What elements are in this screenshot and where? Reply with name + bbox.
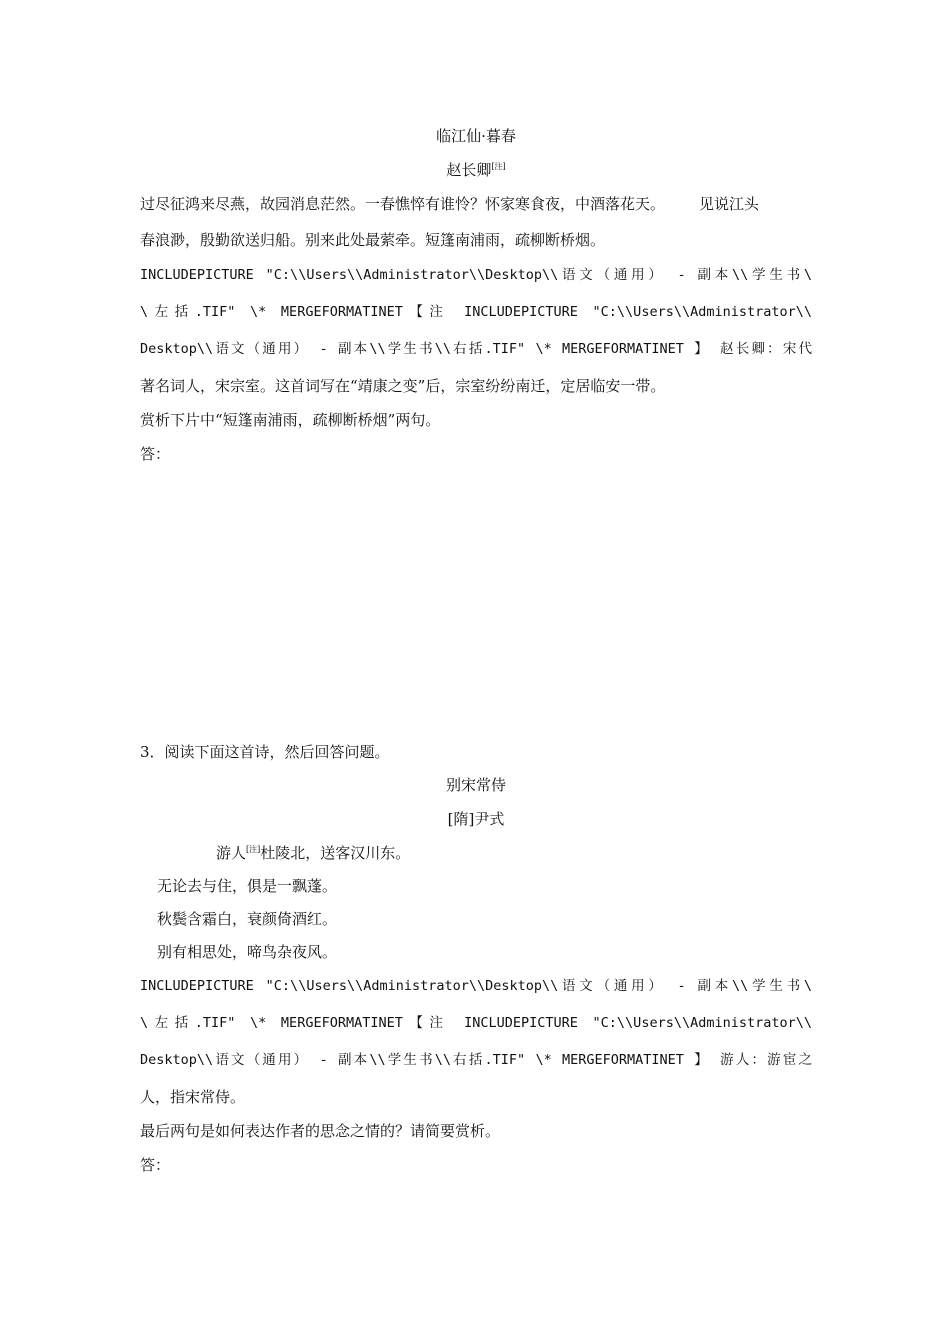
q3-intro: 3．阅读下面这首诗，然后回答问题。 xyxy=(140,743,390,761)
poem1-field-code-1: INCLUDEPICTURE "C:\\Users\\Administrator\\Desktop\\语文（通用） - 副本\\学生书\ xyxy=(140,267,812,283)
q3-title: 别宋常侍 xyxy=(445,776,506,794)
q3-question: 最后两句是如何表达作者的思念之情的？请简要赏析。 xyxy=(140,1122,501,1140)
poem1-line-1a: 过尽征鸿来尽燕，故园消息茫然。一春憔悴有谁怜？怀家寒食夜，中酒落花天。 xyxy=(140,195,666,213)
poem1-answer-label: 答： xyxy=(140,445,171,463)
poem1-line-2: 春浪渺，殷勤欲送归船。别来此处最萦牵。短篷南浦雨，疏柳断桥烟。 xyxy=(140,231,606,249)
poem1-author: 赵长卿 xyxy=(446,161,492,179)
poem1-line-1b: 见说江头 xyxy=(699,195,760,213)
poem1-title: 临江仙·暮春 xyxy=(436,127,516,145)
q3-poem-line-1a: 游人 xyxy=(216,844,247,862)
poem1-note-end: 著名词人，宋宗室。这首词写在“靖康之变”后，宗室纷纷南迁，定居临安一带。 xyxy=(140,377,666,395)
q3-poem-line-1b: 杜陵北，送客汉川东。 xyxy=(260,844,411,862)
q3-author: [隋]尹式 xyxy=(447,810,505,828)
poem1-field-code-2: \左括.TIF" \* MERGEFORMATINET【注 INCLUDEPICTURE "C:\\Users\\Administrator\\ xyxy=(140,304,812,320)
q3-field-code-3: Desktop\\语文（通用） - 副本\\学生书\\右括.TIF" \* MERGEFORMATINET 】 游人：游宦之 xyxy=(140,1052,812,1068)
q3-poem-line-3: 秋鬓含霜白，衰颜倚酒红。 xyxy=(157,910,338,928)
q3-field-code-1: INCLUDEPICTURE "C:\\Users\\Administrator\\Desktop\\语文（通用） - 副本\\学生书\ xyxy=(140,978,812,994)
poem1-author-note: [注] xyxy=(491,162,506,171)
poem1-author-line xyxy=(140,159,812,181)
q3-field-code-2: \左括.TIF" \* MERGEFORMATINET【注 INCLUDEPICTURE "C:\\Users\\Administrator\\ xyxy=(140,1015,812,1031)
poem1-question: 赏析下片中“短篷南浦雨，疏柳断桥烟”两句。 xyxy=(140,411,441,429)
poem1-field-code-3: Desktop\\语文（通用） - 副本\\学生书\\右括.TIF" \* MERGEFORMATINET 】 赵长卿：宋代 xyxy=(140,341,812,357)
q3-poem-line-1 xyxy=(140,842,888,864)
q3-line1-note: [注] xyxy=(246,845,261,854)
q3-poem-line-4: 别有相思处，啼鸟杂夜风。 xyxy=(157,943,338,961)
q3-answer-label: 答： xyxy=(140,1156,171,1174)
poem1-line-1 xyxy=(140,193,812,215)
q3-poem-line-2: 无论去与住，俱是一飘蓬。 xyxy=(157,877,338,895)
q3-note-end: 人，指宋常侍。 xyxy=(140,1088,246,1106)
